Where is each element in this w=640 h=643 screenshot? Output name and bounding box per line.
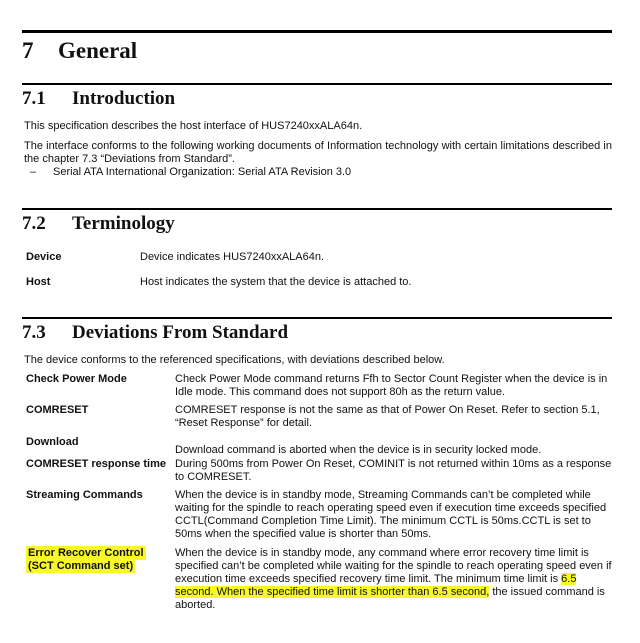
dev-def-check-power-mode: Check Power Mode command returns Ffh to Sector Count Register when the device is in Idle mode. This command does not support 80h as the return value. [175,373,608,398]
deviations-heading [22,322,288,344]
intro-para-2: The interface conforms to the following working documents of Information technology with certain limitations described in the chapter 7.3 “Deviations from Standard”. [24,140,612,165]
intro-number: 7.1 [22,88,46,109]
term-device: Device [26,251,62,263]
intro-rule [22,83,612,85]
section-number: 7 [22,38,34,63]
highlighted-text: 6.5 second. When the specified time limit is shorter than 6.5 second, [175,573,577,598]
term-host: Host [26,276,51,288]
section-title: General [58,38,138,63]
intro-title: Introduction [72,88,176,109]
intro-bullet [30,166,351,179]
bullet-text: Serial ATA International Organization: Serial ATA Revision 3.0 [53,166,352,178]
intro-heading [22,88,175,110]
dev-def-comreset: COMRESET response is not the same as that of Power On Reset. Refer to section 5.1, “Reset Response” for detail. [175,404,600,429]
terminology-number: 7.2 [22,213,46,234]
def-text-2: the issued command is aborted. [175,586,605,611]
dev-def-streaming-commands: When the device is in standby mode, Streaming Commands can’t be completed while waiting for the spindle to reach operating speed even if execution time exceeds specified CCTL(Command Completion Time Limit). The minimum CCTL is 50ms.CCTL is set to 50ms when the specified value is shorter than 50ms. [175,489,607,540]
bullet-dash: – [30,166,37,178]
def-host: Host indicates the system that the device is attached to. [140,276,412,288]
terminology-rule [22,208,612,210]
dev-term-comreset: COMRESET [26,404,89,416]
dev-def-download: Download command is aborted when the device is in security locked mode. [175,444,542,456]
intro-para-1: This specification describes the host interface of HUS7240xxALA64n. [24,120,363,132]
section-heading [22,38,137,64]
def-text-1: When the device is in standby mode, any command where error recovery time limit is specified can’t be completed while waiting for the spindle to reach operating speed even if execution time exceeds specified recovery time limit. The minimum time limit is [175,547,612,585]
dev-term-download: Download [26,436,79,448]
def-device: Device indicates HUS7240xxALA64n. [140,251,325,263]
deviations-number: 7.3 [22,322,46,343]
dev-term-error-recover-control [26,547,176,573]
deviations-rule [22,317,612,319]
dev-term-comreset-response-time: COMRESET response time [26,458,166,470]
section-rule [22,30,612,33]
dev-def-error-recover-control [175,547,612,612]
terminology-title: Terminology [72,213,175,234]
deviations-title: Deviations From Standard [72,322,289,343]
dev-def-comreset-response-time: During 500ms from Power On Reset, COMINIT is not returned within 10ms as a response to COMRESET. [175,458,612,483]
term-line-1: Error Recover Control [28,547,144,559]
terminology-heading [22,213,175,235]
dev-term-streaming-commands: Streaming Commands [26,489,143,501]
dev-term-check-power-mode: Check Power Mode [26,373,127,385]
term-line-2: (SCT Command set) [28,560,134,572]
deviations-intro: The device conforms to the referenced specifications, with deviations described below. [24,354,445,366]
